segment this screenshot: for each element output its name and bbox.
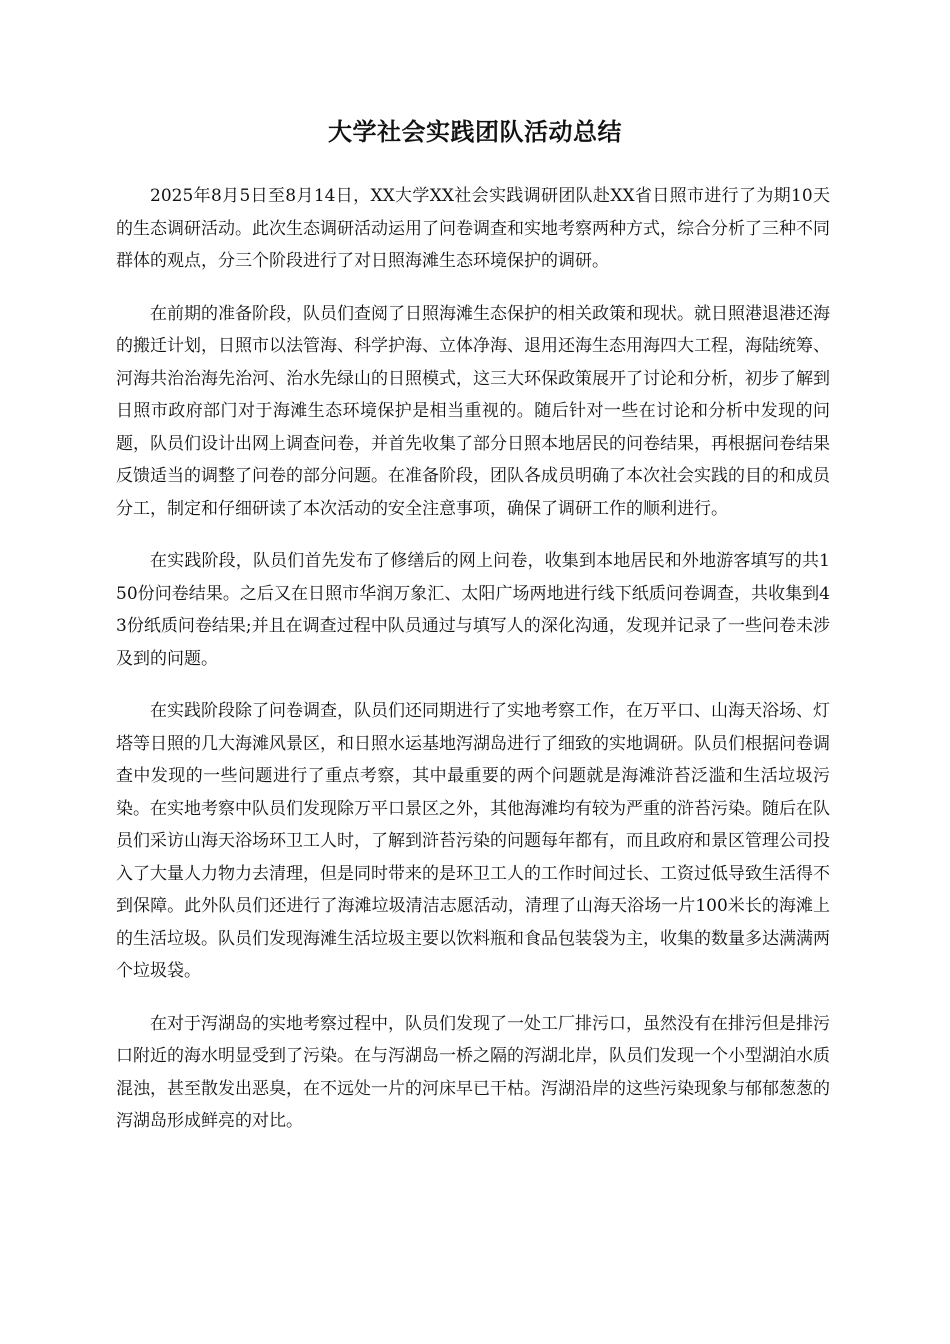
paragraph-survey-stage: 在实践阶段，队员们首先发布了修缮后的网上问卷，收集到本地居民和外地游客填写的共150份问卷结果。之后又在日照市华润万象汇、太阳广场两地进行线下纸质问卷调查，共收集到43份纸质问卷结果;并且在调查过程中队员通过与填写人的深化沟通，发现并记录了一些问卷未涉及到的问题。 xyxy=(116,551,830,669)
document-body xyxy=(116,180,830,1158)
paragraph-intro: 2025年8月5日至8月14日，XX大学XX社会实践调研团队赴XX省日照市进行了为期10天的生态调研活动。此次生态调研活动运用了问卷调查和实地考察两种方式，综合分析了三种不同群体的观点，分三个阶段进行了对日照海滩生态环境保护的调研。 xyxy=(116,186,830,271)
paragraph-preparation-stage: 在前期的准备阶段，队员们查阅了日照海滩生态保护的相关政策和现状。就日照港退港还海的搬迁计划，日照市以法管海、科学护海、立体净海、退用还海生态用海四大工程，海陆统筹、河海共治治海先治河、治水先绿山的日照模式，这三大环保政策展开了讨论和分析，初步了解到日照市政府部门对于海滩生态环境保护是相当重视的。随后针对一些在讨论和分析中发现的问题，队员们设计出网上调查问卷，并首先收集了部分日照本地居民的问卷结果，再根据问卷结果反馈适当的调整了问卷的部分问题。在准备阶段，团队各成员明确了本次社会实践的目的和成员分工，制定和仔细研读了本次活动的安全注意事项，确保了调研工作的顺利进行。 xyxy=(116,303,830,519)
paragraph-lagoon-island: 在对于泻湖岛的实地考察过程中，队员们发现了一处工厂排污口，虽然没有在排污但是排污口附近的海水明显受到了污染。在与泻湖岛一桥之隔的泻湖北岸，队员们发现一个小型湖泊水质混浊，甚至散发出恶臭，在不远处一片的河床早已干枯。泻湖沿岸的这些污染现象与郁郁葱葱的泻湖岛形成鲜亮的对比。 xyxy=(116,1013,830,1131)
document-title: 大学社会实践团队活动总结 xyxy=(328,118,622,146)
paragraph-field-investigation: 在实践阶段除了问卷调查，队员们还同期进行了实地考察工作，在万平口、山海天浴场、灯塔等日照的几大海滩风景区，和日照水运基地泻湖岛进行了细致的实地调研。队员们根据问卷调查中发现的一些问题进行了重点考察，其中最重要的两个问题就是海滩浒苔泛滥和生活垃圾污染。在实地考察中队员们发现除万平口景区之外，其他海滩均有较为严重的浒苔污染。随后在队员们采访山海天浴场环卫工人时，了解到浒苔污染的问题每年都有，而且政府和景区管理公司投入了大量人力物力去清理，但是同时带来的是环卫工人的工作时间过长、工资过低导致生活得不到保障。此外队员们还进行了海滩垃圾清洁志愿活动，清理了山海天浴场一片100米长的海滩上的生活垃圾。队员们发现海滩生活垃圾主要以饮料瓶和食品包装袋为主，收集的数量多达满满两个垃圾袋。 xyxy=(116,701,830,981)
